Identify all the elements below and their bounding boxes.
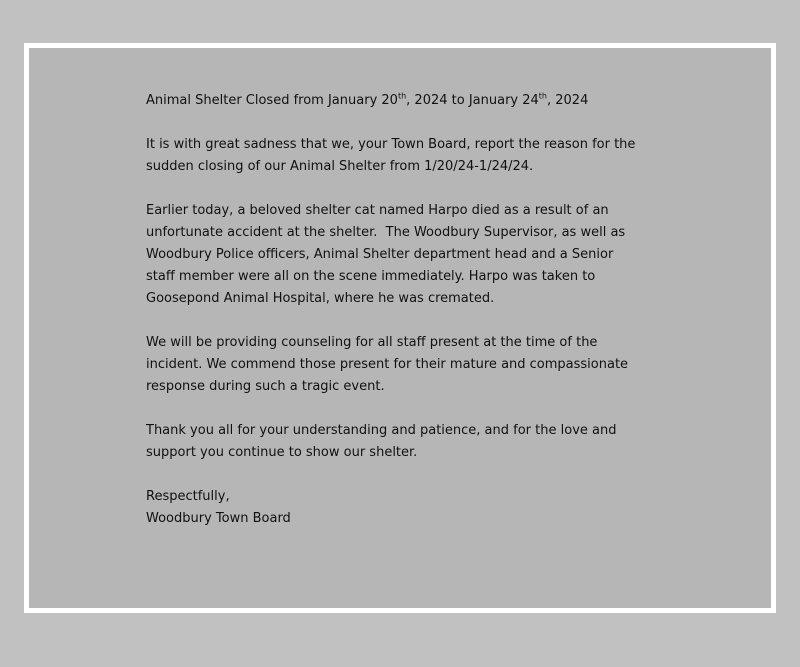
paragraph-sadness — [146, 134, 726, 178]
notice-body — [146, 90, 726, 530]
paragraph-line: Thank you all for your understanding and patience, and for the love and — [146, 423, 617, 438]
paragraph-line: sudden closing of our Animal Shelter from 1/20/24-1/24/24. — [146, 159, 534, 174]
title-superscript: th — [397, 91, 407, 101]
paragraph-line: Earlier today, a beloved shelter cat named Harpo died as a result of an — [146, 203, 609, 218]
paragraph-line: support you continue to show our shelter. — [146, 445, 418, 460]
paragraph-line: We will be providing counseling for all staff present at the time of the — [146, 335, 598, 350]
paragraph-counseling — [146, 332, 726, 398]
paragraph-line: It is with great sadness that we, your Town Board, report the reason for the — [146, 137, 636, 152]
title-text-part: , 2024 — [547, 93, 589, 108]
title-text-part: , 2024 to January 24 — [406, 93, 539, 108]
paragraph-incident — [146, 200, 726, 310]
paragraph-line: incident. We commend those present for their mature and compassionate — [146, 357, 629, 372]
paragraph-line: staff member were all on the scene immediately. Harpo was taken to — [146, 269, 596, 284]
signature-line: Woodbury Town Board — [146, 511, 291, 526]
title-superscript: th — [538, 91, 547, 101]
title-text-part: Animal Shelter Closed from January 20 — [146, 93, 398, 108]
notice-title — [146, 90, 726, 112]
sign-off — [146, 486, 726, 530]
paragraph-thanks — [146, 420, 726, 464]
paragraph-line: unfortunate accident at the shelter. The Woodbury Supervisor, as well as — [146, 225, 626, 240]
closing-line: Respectfully, — [146, 489, 230, 504]
paragraph-line: response during such a tragic event. — [146, 379, 385, 394]
paragraph-line: Woodbury Police officers, Animal Shelter department head and a Senior — [146, 247, 614, 262]
paragraph-line: Goosepond Animal Hospital, where he was cremated. — [146, 291, 495, 306]
